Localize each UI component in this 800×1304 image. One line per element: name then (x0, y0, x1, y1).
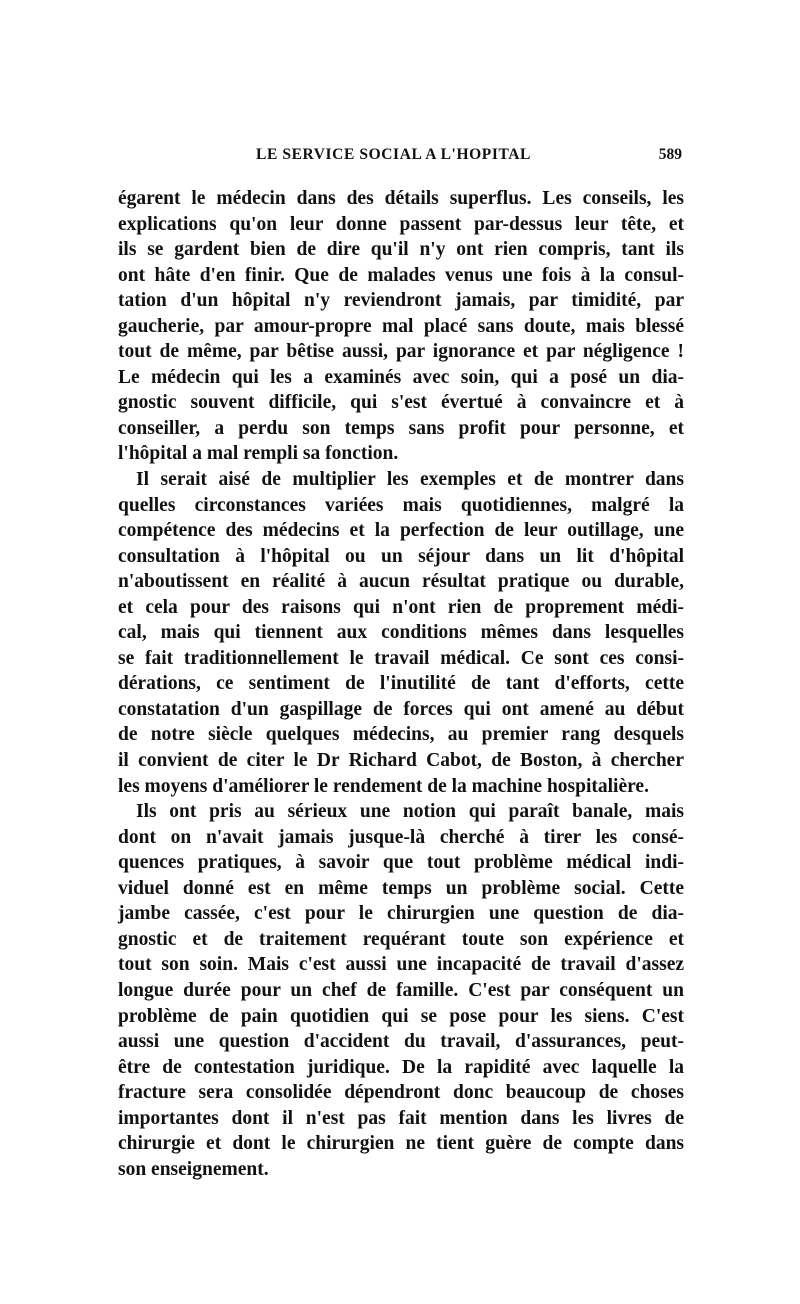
paragraph-2 (118, 467, 684, 799)
text-line: jambe cassée, c'est pour le chirurgien une question de dia- (118, 903, 684, 925)
text-line: de notre siècle quelques médecins, au premier rang desquels (118, 724, 684, 746)
text-line: conseiller, a perdu son temps sans profit pour personne, et (118, 417, 684, 439)
paragraph-3 (118, 799, 684, 1182)
text-line: explications qu'on leur donne passent par-dessus leur tête, et (118, 213, 684, 235)
text-line: importantes dont il n'est pas fait mention dans les livres de (118, 1107, 684, 1129)
text-line: ils se gardent bien de dire qu'il n'y ont rien compris, tant ils (118, 239, 684, 261)
text-line: se fait traditionnellement le travail médical. Ce sont ces consi- (118, 647, 684, 669)
text-line: être de contestation juridique. De la rapidité avec laquelle la (118, 1056, 684, 1078)
text-line: l'hôpital a mal rempli sa fonction. (118, 443, 399, 465)
text-line: constatation d'un gaspillage de forces qui ont amené au début (118, 698, 684, 720)
text-line: compétence des médecins et la perfection de leur outillage, une (118, 520, 684, 542)
text-line: dérations, ce sentiment de l'inutilité de tant d'efforts, cette (118, 673, 684, 695)
text-line: chirurgie et dont le chirurgien ne tient guère de compte dans (118, 1133, 684, 1155)
running-head (118, 146, 684, 170)
text-line: Il serait aisé de multiplier les exemples et de montrer dans (136, 469, 684, 491)
text-line: cal, mais qui tiennent aux conditions mêmes dans lesquelles (118, 622, 684, 644)
text-line: dont on n'avait jamais jusque-là cherché à tirer les consé- (118, 826, 684, 848)
paragraph-1 (118, 186, 684, 467)
text-line: n'aboutissent en réalité à aucun résultat pratique ou durable, (118, 571, 684, 593)
text-line: et cela pour des raisons qui n'ont rien de proprement médi- (118, 596, 684, 618)
text-line: fracture sera consolidée dépendront donc beaucoup de choses (118, 1082, 684, 1104)
text-line: longue durée pour un chef de famille. C'est par conséquent un (118, 979, 684, 1001)
text-line: gnostic souvent difficile, qui s'est évertué à convaincre et à (118, 392, 684, 414)
text-line: ont hâte d'en finir. Que de malades venus une fois à la consul- (118, 264, 684, 286)
text-line: Ils ont pris au sérieux une notion qui paraît banale, mais (136, 801, 684, 823)
text-line: tout de même, par bêtise aussi, par ignorance et par négligence ! (118, 341, 684, 363)
body-text (118, 186, 684, 1182)
text-line: son enseignement. (118, 1158, 269, 1180)
text-line: il convient de citer le Dr Richard Cabot, de Boston, à chercher (118, 750, 684, 772)
text-line: Le médecin qui les a examinés avec soin, qui a posé un dia- (118, 366, 684, 388)
text-line: égarent le médecin dans des détails superflus. Les conseils, les (118, 188, 684, 209)
text-line: les moyens d'améliorer le rendement de la machine hospitalière. (118, 775, 649, 797)
text-line: problème de pain quotidien qui se pose pour les siens. C'est (118, 1005, 684, 1027)
text-line: quences pratiques, à savoir que tout problème médical indi- (118, 852, 684, 874)
text-line: gaucherie, par amour-propre mal placé sans doute, mais blessé (118, 315, 684, 337)
page-number: 589 (658, 146, 682, 163)
text-line: tout son soin. Mais c'est aussi une incapacité de travail d'assez (118, 954, 684, 976)
text-line: tation d'un hôpital n'y reviendront jamais, par timidité, par (118, 290, 684, 312)
text-line: quelles circonstances variées mais quotidiennes, malgré la (118, 494, 684, 516)
text-line: aussi une question d'accident du travail, d'assurances, peut- (118, 1031, 684, 1053)
running-title: LE SERVICE SOCIAL A L'HOPITAL (256, 146, 531, 163)
text-line: gnostic et de traitement requérant toute son expérience et (118, 928, 684, 950)
text-line: viduel donné est en même temps un problème social. Cette (118, 877, 684, 899)
text-line: consultation à l'hôpital ou un séjour dans un lit d'hôpital (118, 545, 684, 567)
